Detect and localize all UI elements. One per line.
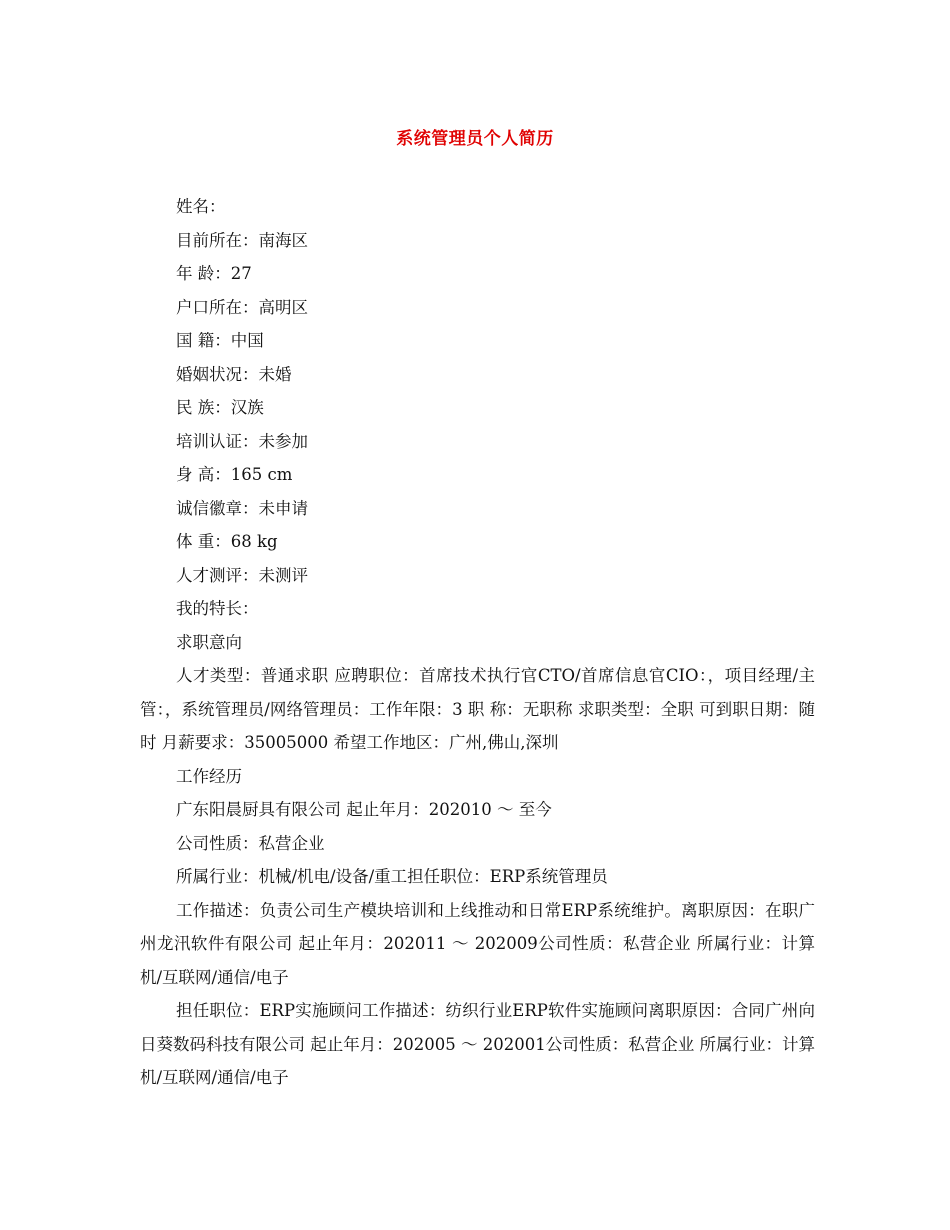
work-industry-position: 所属行业：机械/机电/设备/重工担任职位：ERP系统管理员 <box>176 867 608 886</box>
field-name: 姓名： <box>176 197 226 216</box>
field-weight: 体 重：68 kg <box>176 532 278 551</box>
work-description-paragraph: 工作描述：负责公司生产模块培训和上线推动和日常ERP系统维护。离职原因：在职广州龙汛软件有限公司 起止年月：202011 ～ 202009公司性质：私营企业 所属行业：计算机/互联网/通信/电子 <box>140 900 816 987</box>
work-company-type: 公司性质：私营企业 <box>176 833 325 853</box>
field-assessment: 人才测评：未测评 <box>176 565 308 585</box>
field-integrity-badge: 诚信徽章：未申请 <box>176 498 308 518</box>
work-position-paragraph: 担任职位：ERP实施顾问工作描述：纺织行业ERP软件实施顾问离职原因：合同广州向日葵数码科技有限公司 起止年月：202005 ～ 202001公司性质：私营企业 所属行业：计算机/互联网/通信/电子 <box>140 1001 815 1087</box>
job-intent-paragraph: 人才类型：普通求职 应聘职位：首席技术执行官CTO/首席信息官CIO：，项目经理/主管：，系统管理员/网络管理员：工作年限：3 职 称：无职称 求职类型：全职 可到职日期：随时 月薪要求：35005000 希望工作地区：广州,佛山,深圳 <box>140 666 815 752</box>
field-specialty: 我的特长： <box>176 599 259 618</box>
field-ethnicity: 民 族：汉族 <box>176 398 264 417</box>
resume-body <box>140 190 815 1095</box>
work-company-line: 广东阳晨厨具有限公司 起止年月：202010 ～ 至今 <box>176 800 552 819</box>
field-current-location: 目前所在：南海区 <box>176 230 308 250</box>
field-certification: 培训认证：未参加 <box>176 431 308 451</box>
field-nationality: 国 籍：中国 <box>176 331 264 350</box>
field-marital-status: 婚姻状况：未婚 <box>176 364 292 384</box>
section-work-experience: 工作经历 <box>176 766 242 786</box>
document-title: 系统管理员个人简历 <box>396 129 554 149</box>
field-hukou: 户口所在：高明区 <box>176 297 308 317</box>
field-height: 身 高：165 cm <box>176 465 293 484</box>
section-job-intent: 求职意向 <box>176 632 242 652</box>
field-age: 年 龄：27 <box>176 264 252 283</box>
